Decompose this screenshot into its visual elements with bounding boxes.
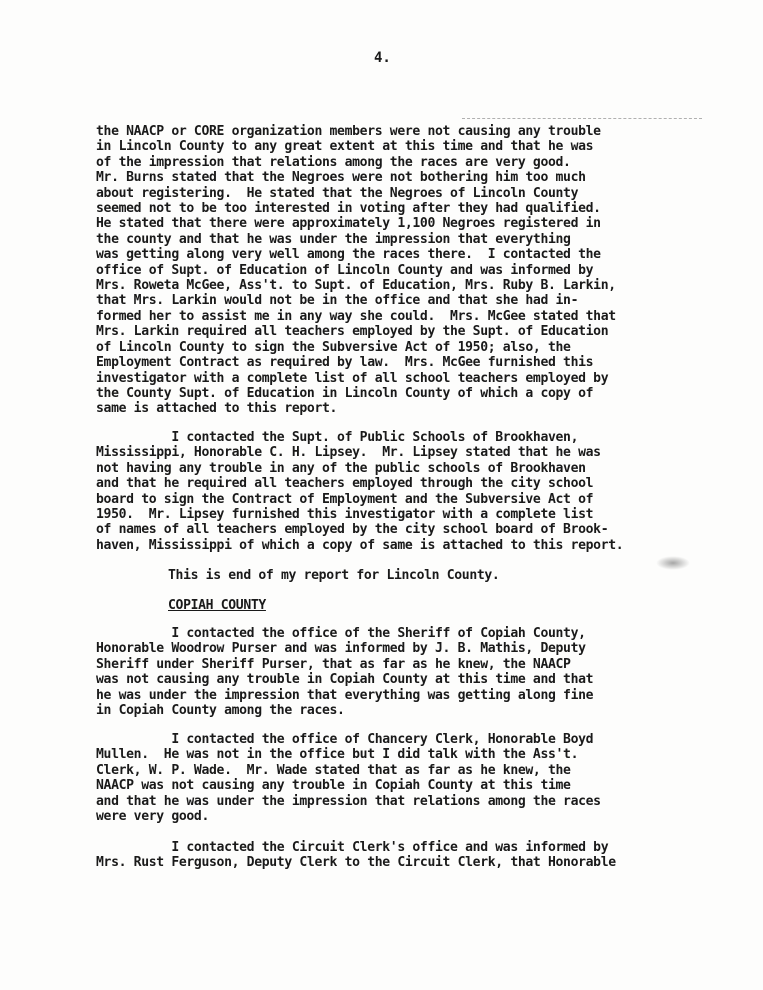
paragraph-end-of-lincoln-report: This is end of my report for Lincoln County. (168, 568, 500, 583)
ink-smudge (656, 556, 690, 570)
paragraph-chancery-clerk: I contacted the office of Chancery Clerk, Honorable Boyd Mullen. He was not in the office but I did talk with the Ass't. Clerk, W. P. Wade. Mr. Wade stated that as far as he knew, the NAACP was not causing any trouble in Copiah County at this time and that he was under the impression that relations among the races were very good. (96, 732, 601, 825)
page-number: 4. (374, 50, 391, 66)
section-heading-copiah-county: COPIAH COUNTY (168, 598, 266, 613)
paragraph-circuit-clerk: I contacted the Circuit Clerk's office and was informed by Mrs. Rust Ferguson, Deputy Clerk to the Circuit Clerk, that Honorable (96, 840, 616, 871)
paragraph-brookhaven-schools: I contacted the Supt. of Public Schools of Brookhaven, Mississippi, Honorable C. H. Lipsey. Mr. Lipsey stated that he was not having any trouble in any of the public schools of Brookhaven and that he required all teachers employed through the city school board to sign the Contract of Employment and the Subversive Act of 1950. Mr. Lipsey furnished this investigator with a complete list of names of all teachers employed by the city school board of Brook- haven, Mississippi of which a copy of same is attached to this report. (96, 430, 624, 553)
paragraph-lincoln-county-registration: the NAACP or CORE organization members were not causing any trouble in Lincoln County to any great extent at this time and that he was of the impression that relations among the races are very good. Mr. Burns stated that the Negroes were not bothering him too much about registering. He stated that the Negroes of Lincoln County seemed not to be too interested in voting after they had qualified. He stated that there were approximately 1,100 Negroes registered in the county and that he was under the impression that everything was getting along very well among the races there. I contacted the office of Supt. of Education of Lincoln County and was informed by Mrs. Roweta McGee, Ass't. to Supt. of Education, Mrs. Ruby B. Larkin, that Mrs. Larkin would not be in the office and that she had in- formed her to assist me in any way she could. Mrs. McGee stated that Mrs. Larkin required all teachers employed by the Supt. of Education of Lincoln County to sign the Subversive Act of 1950; also, the Employment Contract as required by law. Mrs. McGee furnished this investigator with a complete list of all school teachers employed by the County Supt. of Education in Lincoln County of which a copy of same is attached to this report. (96, 124, 616, 417)
paragraph-copiah-sheriff: I contacted the office of the Sheriff of Copiah County, Honorable Woodrow Purser and was informed by J. B. Mathis, Deputy Sheriff under Sheriff Purser, that as far as he knew, the NAACP was not causing any trouble in Copiah County at this time and that he was under the impression that everything was getting along fine in Copiah County among the races. (96, 626, 594, 719)
faint-dash-marks (462, 118, 702, 123)
